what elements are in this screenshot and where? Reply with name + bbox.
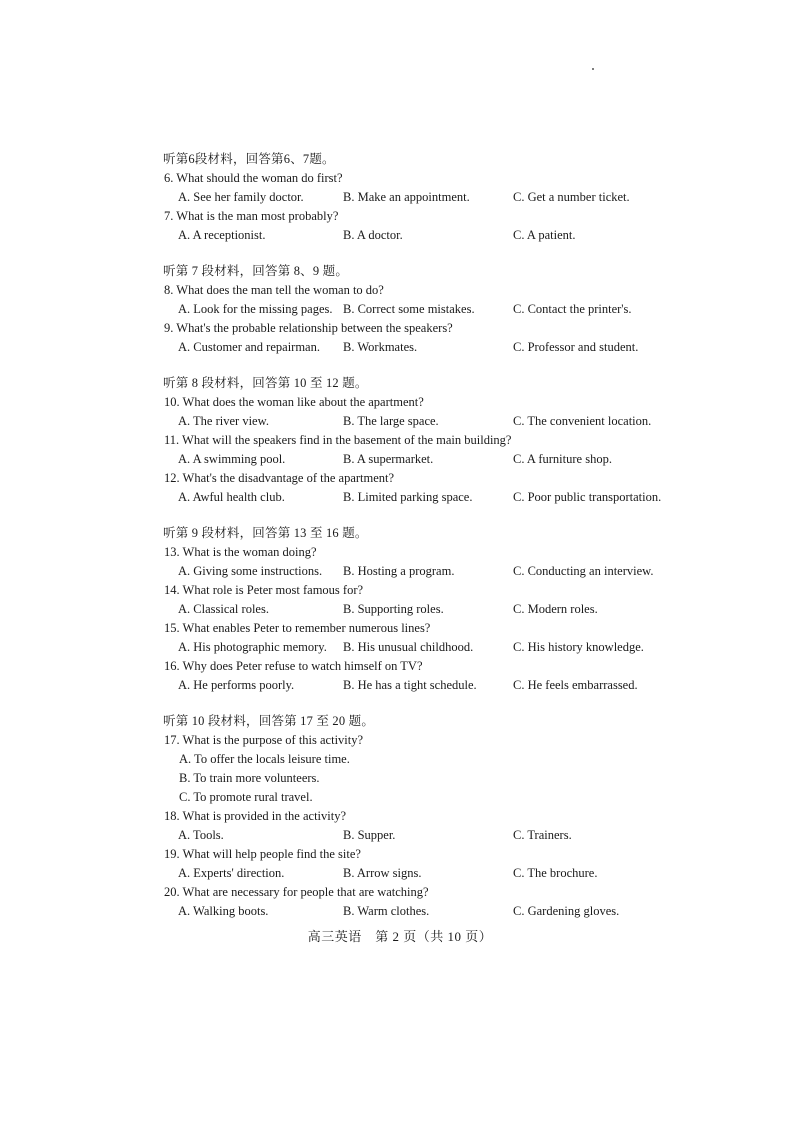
options-13 xyxy=(163,562,683,581)
question-17: 17. What is the purpose of this activity? xyxy=(164,733,364,747)
option-a: A. Awful health club. xyxy=(178,490,285,504)
option-b: B. A supermarket. xyxy=(343,452,434,466)
question-18: 18. What is provided in the activity? xyxy=(164,809,347,823)
section-heading: 听第 10 段材料，回答第 17 至 20 题。 xyxy=(163,714,375,728)
option-a: A. Giving some instructions. xyxy=(178,564,323,578)
option-a: A. Walking boots. xyxy=(178,904,269,918)
options-9 xyxy=(163,338,683,357)
option-c: C. Contact the printer's. xyxy=(513,302,632,316)
options-19 xyxy=(163,864,683,883)
question-20: 20. What are necessary for people that are watching? xyxy=(164,885,429,899)
option-b: B. Supper. xyxy=(343,828,396,842)
option-b: B. Hosting a program. xyxy=(343,564,455,578)
question-9: 9. What's the probable relationship between the speakers? xyxy=(164,321,453,335)
option-a: A. A swimming pool. xyxy=(178,452,286,466)
options-20 xyxy=(163,902,683,921)
option-a: A. See her family doctor. xyxy=(178,190,304,204)
section-heading: 听第 7 段材料，回答第 8、9 题。 xyxy=(163,264,349,278)
question-16: 16. Why does Peter refuse to watch himself on TV? xyxy=(164,659,423,673)
option-c: C. The convenient location. xyxy=(513,414,652,428)
section-heading: 听第6段材料，回答第6、7题。 xyxy=(163,152,335,166)
option-b: B. Workmates. xyxy=(343,340,418,354)
section-6 xyxy=(163,150,683,245)
question-6: 6. What should the woman do first? xyxy=(164,171,343,185)
option-b: B. He has a tight schedule. xyxy=(343,678,477,692)
option-b: B. To train more volunteers. xyxy=(179,771,320,785)
option-a: A. Look for the missing pages. xyxy=(178,302,333,316)
option-a: A. Experts' direction. xyxy=(178,866,285,880)
option-b: B. The large space. xyxy=(343,414,439,428)
section-heading: 听第 8 段材料，回答第 10 至 12 题。 xyxy=(163,376,368,390)
question-12: 12. What's the disadvantage of the apartment? xyxy=(164,471,395,485)
option-c: C. A patient. xyxy=(513,228,576,242)
option-a: A. His photographic memory. xyxy=(178,640,327,654)
question-11: 11. What will the speakers find in the basement of the main building? xyxy=(164,433,512,447)
options-12 xyxy=(163,488,683,507)
option-c: C. To promote rural travel. xyxy=(179,790,313,804)
option-c: C. Trainers. xyxy=(513,828,572,842)
option-b: B. His unusual childhood. xyxy=(343,640,474,654)
options-15 xyxy=(163,638,683,657)
question-7: 7. What is the man most probably? xyxy=(164,209,339,223)
option-c: C. Modern roles. xyxy=(513,602,598,616)
section-heading: 听第 9 段材料，回答第 13 至 16 题。 xyxy=(163,526,368,540)
options-16 xyxy=(163,676,683,695)
scan-speck xyxy=(592,68,594,70)
option-b: B. Make an appointment. xyxy=(343,190,470,204)
option-a: A. Tools. xyxy=(178,828,224,842)
listening-questions xyxy=(163,150,683,938)
option-c: C. Poor public transportation. xyxy=(513,490,662,504)
options-14 xyxy=(163,600,683,619)
option-b: B. Limited parking space. xyxy=(343,490,473,504)
section-9 xyxy=(163,524,683,695)
options-7 xyxy=(163,226,683,245)
question-19: 19. What will help people find the site? xyxy=(164,847,361,861)
option-a: A. The river view. xyxy=(178,414,269,428)
options-6 xyxy=(163,188,683,207)
option-b: B. Supporting roles. xyxy=(343,602,444,616)
page-footer: 高三英语 第 2 页（共 10 页） xyxy=(307,929,493,944)
option-c: C. He feels embarrassed. xyxy=(513,678,638,692)
option-c: C. Gardening gloves. xyxy=(513,904,620,918)
option-b: B. A doctor. xyxy=(343,228,403,242)
option-b: B. Warm clothes. xyxy=(343,904,430,918)
section-7 xyxy=(163,262,683,357)
section-10 xyxy=(163,712,683,921)
option-b: B. Correct some mistakes. xyxy=(343,302,475,316)
options-18 xyxy=(163,826,683,845)
option-c: C. Get a number ticket. xyxy=(513,190,630,204)
option-c: C. Professor and student. xyxy=(513,340,639,354)
option-a: A. Customer and repairman. xyxy=(178,340,320,354)
option-c: C. The brochure. xyxy=(513,866,598,880)
question-13: 13. What is the woman doing? xyxy=(164,545,317,559)
option-a: A. A receptionist. xyxy=(178,228,266,242)
option-a: A. Classical roles. xyxy=(178,602,269,616)
option-c: C. Conducting an interview. xyxy=(513,564,654,578)
question-15: 15. What enables Peter to remember numerous lines? xyxy=(164,621,431,635)
option-b: B. Arrow signs. xyxy=(343,866,422,880)
question-14: 14. What role is Peter most famous for? xyxy=(164,583,364,597)
options-8 xyxy=(163,300,683,319)
options-10 xyxy=(163,412,683,431)
options-11 xyxy=(163,450,683,469)
option-c: C. A furniture shop. xyxy=(513,452,612,466)
option-a: A. To offer the locals leisure time. xyxy=(179,752,350,766)
question-10: 10. What does the woman like about the apartment? xyxy=(164,395,424,409)
option-c: C. His history knowledge. xyxy=(513,640,644,654)
question-8: 8. What does the man tell the woman to do? xyxy=(164,283,384,297)
option-a: A. He performs poorly. xyxy=(178,678,295,692)
section-8 xyxy=(163,374,683,507)
